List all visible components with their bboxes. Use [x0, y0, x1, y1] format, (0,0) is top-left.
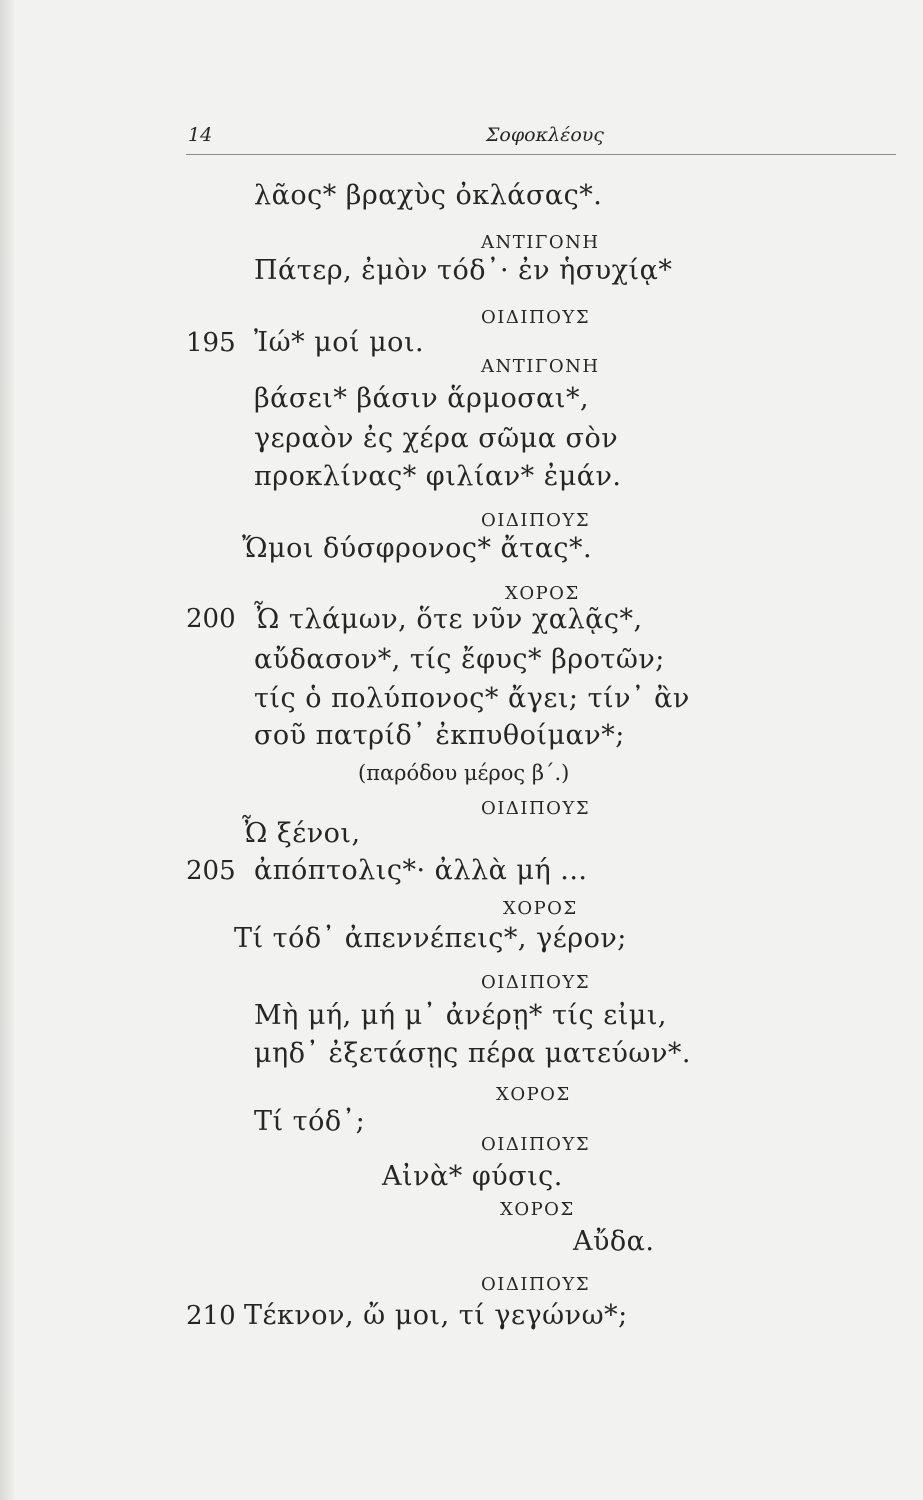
verse-line: Ἰώ* μοί μοι. — [254, 327, 425, 358]
page-edge — [0, 0, 14, 1500]
line-number: 200 — [186, 604, 236, 634]
speaker-label: ΧΟΡΟΣ — [500, 1199, 575, 1220]
running-header — [186, 124, 896, 155]
verse-line: Ὤμοι δύσφρονος* ἄτας*. — [242, 533, 593, 564]
verse-line: σοῦ πατρίδ᾽ ἐκπυθοίμαν*; — [254, 720, 625, 751]
verse-line: Μὴ μή, μή μ᾽ ἀνέρῃ* τίς εἰμι, — [254, 1000, 668, 1031]
speaker-label: ΧΟΡΟΣ — [496, 1084, 571, 1105]
verse-line: λᾶος* βραχὺς ὀκλάσας*. — [254, 180, 603, 211]
verse-line: μηδ᾽ ἐξετάσῃς πέρα ματεύων*. — [254, 1038, 691, 1069]
speaker-label: ΑΝΤΙΓΟΝΗ — [481, 356, 600, 377]
line-number: 205 — [186, 856, 236, 886]
verse-line: γεραὸν ἐς χέρα σῶμα σὸν — [254, 423, 619, 454]
speaker-label: ΑΝΤΙΓΟΝΗ — [481, 232, 600, 253]
line-number: 195 — [186, 328, 236, 358]
speaker-label: ΟΙΔΙΠΟΥΣ — [481, 798, 591, 819]
verse-line: τίς ὁ πολύπονος* ἄγει; τίν᾽ ἂν — [254, 683, 690, 714]
line-number: 210 — [186, 1301, 236, 1331]
speaker-label: ΟΙΔΙΠΟΥΣ — [481, 307, 591, 328]
speaker-label: ΟΙΔΙΠΟΥΣ — [481, 972, 591, 993]
speaker-label: ΧΟΡΟΣ — [503, 898, 578, 919]
verse-line: αὔδασον*, τίς ἔφυς* βροτῶν; — [254, 644, 665, 675]
verse-line: ἀπόπτολις*· ἀλλὰ μή ... — [254, 855, 588, 886]
running-title: Σοφοκλέους — [486, 124, 604, 146]
verse-line: βάσει* βάσιν ἅρμοσαι*, — [254, 383, 590, 414]
verse-line: προκλίνας* φιλίαν* ἐμάν. — [254, 461, 622, 492]
speaker-label: ΟΙΔΙΠΟΥΣ — [481, 1274, 591, 1295]
verse-line: Τέκνον, ὤ μοι, τί γεγώνω*; — [244, 1300, 628, 1331]
verse-line: Ὦ ξένοι, — [242, 818, 361, 849]
verse-line: Αἰνὰ* φύσις. — [382, 1161, 563, 1192]
speaker-label: ΧΟΡΟΣ — [505, 583, 580, 604]
verse-line: Ὦ τλάμων, ὅτε νῦν χαλᾷς*, — [254, 604, 643, 635]
verse-line: Πάτερ, ἐμὸν τόδ᾽· ἐν ἡσυχίᾳ* — [254, 255, 673, 286]
verse-line: Τί τόδ᾽; — [254, 1106, 366, 1137]
verse-line: Αὔδα. — [573, 1226, 655, 1257]
speaker-label: ΟΙΔΙΠΟΥΣ — [481, 510, 591, 531]
verse-line: Τί τόδ᾽ ἀπεννέπεις*, γέρον; — [234, 923, 627, 954]
speaker-label: ΟΙΔΙΠΟΥΣ — [481, 1134, 591, 1155]
section-note: (παρόδου μέρος β΄.) — [358, 761, 570, 785]
page-number: 14 — [188, 124, 213, 146]
